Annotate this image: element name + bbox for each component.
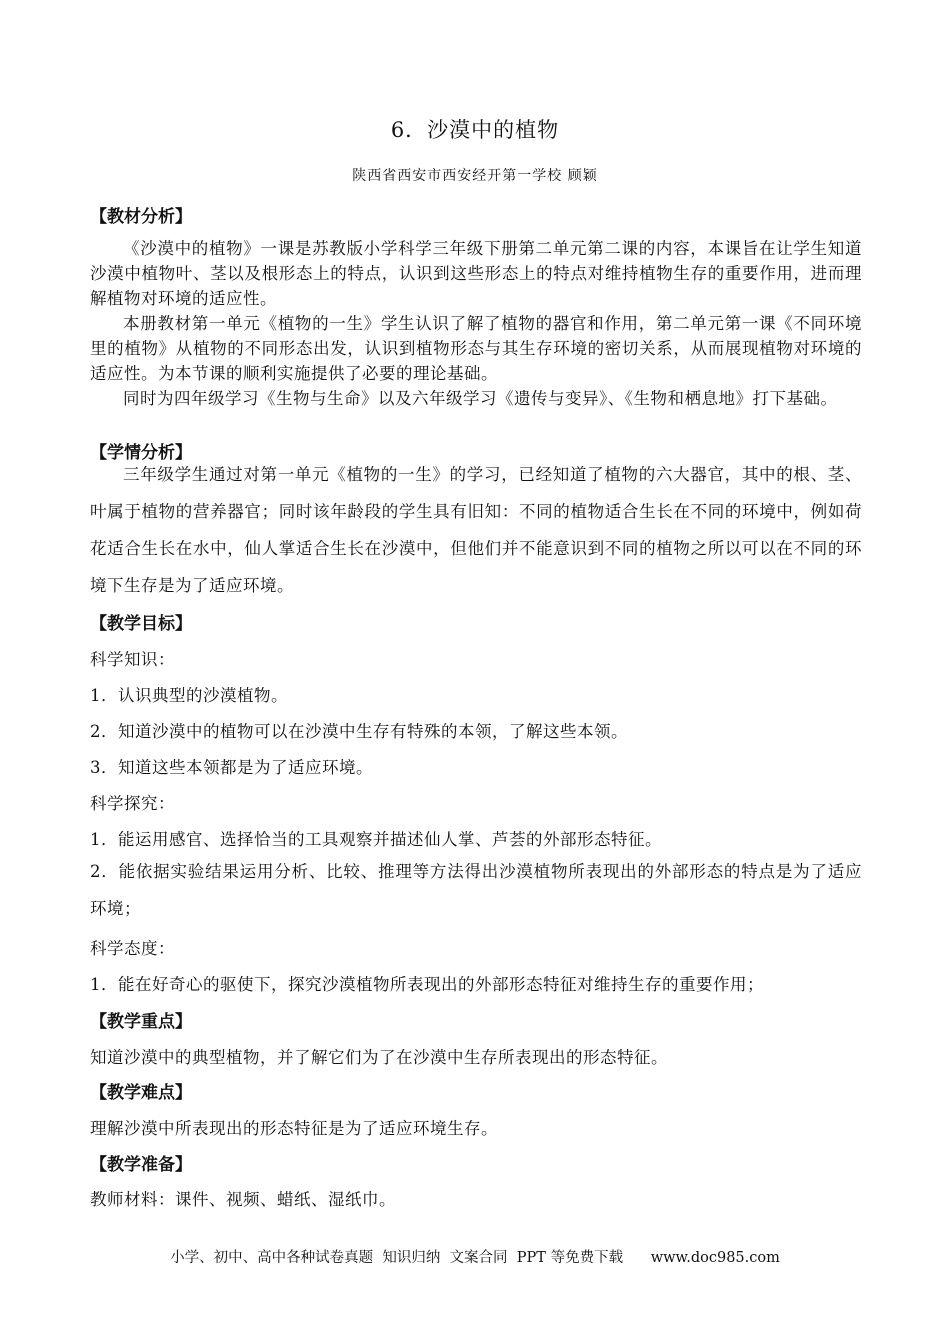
- student-analysis-paragraph: 三年级学生通过对第一单元《植物的一生》的学习，已经知道了植物的六大器官，其中的根、茎、叶属于植物的营养器官；同时该年龄段的学生具有旧知：不同的植物适合生长在不同的环境中，例如荷花适合生长在水中，仙人掌适合生长在沙漠中，但他们并不能意识到不同的植物之所以可以在不同的环境下生存是为了适应环境。: [90, 465, 862, 595]
- heading-objectives: 【教学目标】: [90, 614, 192, 634]
- heading-key-points: 【教学重点】: [90, 1012, 192, 1032]
- heading-material-analysis: 【教材分析】: [90, 207, 192, 227]
- heading-difficulties: 【教学难点】: [90, 1083, 192, 1103]
- material-analysis-paragraph-1: 《沙漠中的植物》一课是苏教版小学科学三年级下册第二单元第二课的内容，本课旨在让学生知道沙漠中植物叶、茎以及根形态上的特点，认识到这些形态上的特点对维持植物生存的重要作用，进而理解植物对环境的适应性。: [90, 239, 862, 308]
- difficulties-text: 理解沙漠中所表现出的形态特征是为了适应环境生存。: [90, 1119, 498, 1138]
- knowledge-item-2: 2．知道沙漠中的植物可以在沙漠中生存有特殊的本领，了解这些本领。: [90, 722, 628, 741]
- attitude-label: 科学态度：: [90, 939, 175, 958]
- heading-student-analysis: 【学情分析】: [90, 443, 192, 463]
- material-analysis-paragraph-3: 同时为四年级学习《生物与生命》以及六年级学习《遗传与变异》、《生物和栖息地》打下基础。: [123, 389, 838, 408]
- attitude-item-1: 1．能在好奇心的驱使下，探究沙漠植物所表现出的外部形态特征对维持生存的重要作用；: [90, 975, 764, 994]
- material-analysis-paragraph-2: 本册教材第一单元《植物的一生》学生认识了解了植物的器官和作用，第二单元第一课《不同环境里的植物》从植物的不同形态出发，认识到植物形态与其生存环境的密切关系，从而展现植物对环境的适应性。为本节课的顺利实施提供了必要的理论基础。: [90, 314, 862, 383]
- author-line: 陕西省西安市西安经开第一学校 顾颖: [352, 168, 598, 184]
- inquiry-item-1: 1．能运用感官、选择恰当的工具观察并描述仙人掌、芦荟的外部形态特征。: [90, 830, 662, 849]
- inquiry-item-2: 2．能依据实验结果运用分析、比较、推理等方法得出沙漠植物所表现出的外部形态的特点是为了适应环境；: [90, 862, 862, 918]
- heading-preparation: 【教学准备】: [90, 1155, 192, 1175]
- knowledge-item-1: 1．认识典型的沙漠植物。: [90, 686, 288, 705]
- knowledge-item-3: 3．知道这些本领都是为了适应环境。: [90, 758, 373, 777]
- key-points-text: 知道沙漠中的典型植物，并了解它们为了在沙漠中生存所表现出的形态特征。: [90, 1048, 668, 1067]
- preparation-text: 教师材料：课件、视频、蜡纸、湿纸巾。: [90, 1190, 396, 1209]
- page-footer: 小学、初中、高中各种试卷真题 知识归纳 文案合同 PPT 等免费下载 www.doc985.com: [170, 1250, 780, 1266]
- inquiry-label: 科学探究：: [90, 794, 175, 813]
- knowledge-label: 科学知识：: [90, 650, 175, 669]
- page-title: 6．沙漠中的植物: [390, 118, 560, 142]
